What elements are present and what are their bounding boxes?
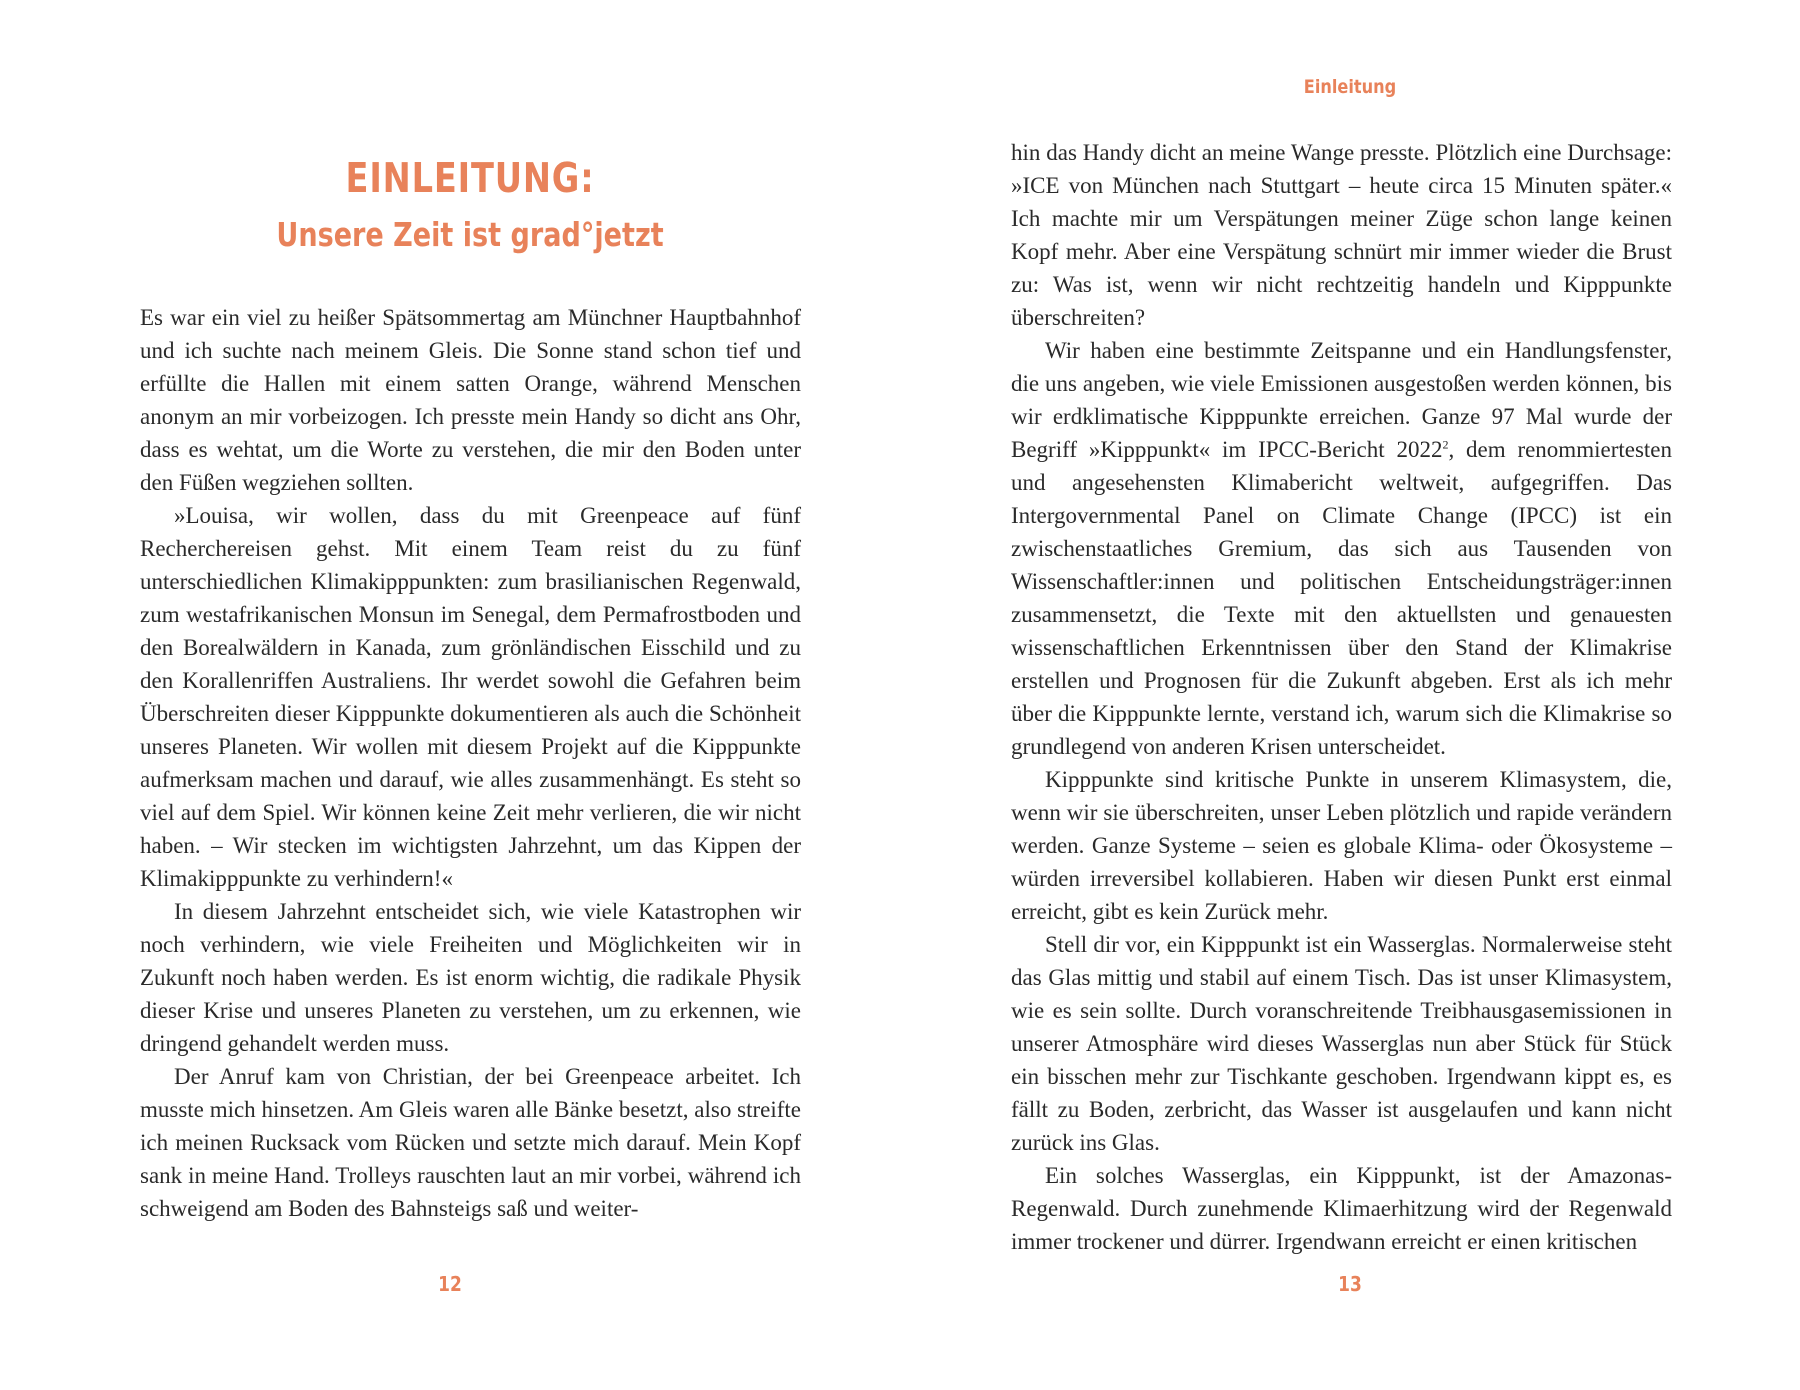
footnote-marker[interactable]: 2: [1442, 437, 1449, 452]
right-page: [900, 0, 1800, 1390]
page-number-right: 13: [1338, 1272, 1362, 1296]
paragraph: Ein solches Wasserglas, ein Kipppunkt, ist der Amazonas-Regenwald. Durch zunehmende Klimaerhitzung wird der Regenwald immer trockener und dürrer. Irgendwann erreicht er einen kritischen: [1011, 1163, 1672, 1254]
paragraph: [1011, 334, 1672, 763]
paragraph: Es war ein viel zu heißer Spätsommertag am Münchner Hauptbahnhof und ich suchte nach meinem Gleis. Die Sonne stand schon tief und erfüllte die Hallen mit einem satten Orange, während Menschen anonym an mir vorbeizogen. Ich presste mein Handy so dicht ans Ohr, dass es wehtat, um die Worte zu verstehen, die mir den Boden unter den Füßen wegziehen sollten.: [140, 305, 801, 495]
left-body-text: [140, 301, 801, 1225]
page-number-left: 12: [438, 1272, 462, 1296]
paragraph: Stell dir vor, ein Kipppunkt ist ein Wasserglas. Normalerweise steht das Glas mittig und stabil auf einem Tisch. Das ist unser Klimasystem, wie es sein sollte. Durch voranschreitende Treibhausgasemissionen in unserer Atmosphäre wird dieses Wasserglas nun aber Stück für Stück ein bisschen mehr zur Tischkante geschoben. Irgendwann kippt es, es fällt zu Boden, zerbricht, das Wasser ist ausgelaufen und kann nicht zurück ins Glas.: [1011, 932, 1672, 1155]
chapter-title: [140, 150, 800, 260]
paragraph: In diesem Jahrzehnt entscheidet sich, wie viele Katastrophen wir noch verhindern, wie viele Freiheiten und Möglichkeiten wir in Zukunft noch haben werden. Es ist enorm wichtig, die radikale Physik dieser Krise und unseres Planeten zu verstehen, um zu erkennen, wie dringend gehandelt werden muss.: [140, 899, 801, 1056]
paragraph: Der Anruf kam von Christian, der bei Greenpeace arbeitet. Ich musste mich hinsetzen. Am Gleis waren alle Bänke besetzt, also streifte ich meinen Rucksack vom Rücken und setzte mich darauf. Mein Kopf sank in meine Hand. Trolleys rauschten laut an mir vorbei, während ich schweigend am Boden des Bahnsteigs saß und weiter-: [140, 1064, 801, 1221]
paragraph: »Louisa, wir wollen, dass du mit Greenpeace auf fünf Recherchereisen gehst. Mit einem Team reist du zu fünf unterschiedlichen Klimakipppunkten: zum brasilianischen Regenwald, zum westafrikanischen Monsun im Senegal, dem Permafrostboden und den Borealwäldern in Kanada, zum grönländischen Eisschild und zu den Korallenriffen Australiens. Ihr werdet sowohl die Gefahren beim Überschreiten dieser Kipppunkte dokumentieren als auch die Schönheit unseres Planeten. Wir wollen mit diesem Projekt auf die Kipppunkte aufmerksam machen und darauf, wie alles zusammenhängt. Es steht so viel auf dem Spiel. Wir können keine Zeit mehr verlieren, die wir nicht haben. – Wir stecken im wichtigsten Jahrzehnt, um das Kippen der Klimakipppunkte zu verhindern!«: [140, 503, 801, 891]
paragraph-continued: hin das Handy dicht an meine Wange presste. Plötzlich eine Durchsage: »ICE von München nach Stuttgart – heute circa 15 Minuten später.« Ich machte mir um Verspätungen meiner Züge schon lange keinen Kopf mehr. Aber eine Verspätung schnürt mir immer wieder die Brust zu: Was ist, wenn wir nicht rechtzeitig handeln und Kipppunkte überschreiten?: [1011, 140, 1672, 330]
running-head: Einleitung: [1303, 76, 1397, 98]
paragraph: Kipppunkte sind kritische Punkte in unserem Klimasystem, die, wenn wir sie überschreiten, unser Leben plötzlich und rapide verändern werden. Ganze Systeme – seien es globale Klima- oder Ökosysteme – würden irreversibel kollabieren. Haben wir diesen Punkt erst einmal erreicht, gibt es kein Zurück mehr.: [1011, 767, 1672, 924]
chapter-subheading: Unsere Zeit ist grad°jetzt: [276, 215, 664, 254]
chapter-heading: EINLEITUNG:: [345, 154, 595, 202]
right-body-text: [1011, 136, 1672, 1258]
paragraph-text: , dem renommiertesten und angesehensten Klimabericht weltweit, aufgegriffen. Das Intergovernmental Panel on Climate Change (IPCC) ist ein zwischenstaatliches Gremium, das sich aus Tausenden von Wissenschaftler:innen und politischen Entscheidungsträger:innen zusammensetzt, die Texte mit den aktuellsten und genauesten wissenschaftlichen Erkenntnissen über den Stand der Klimakrise erstellen und Prognosen für die Zukunft abgeben. Erst als ich mehr über die Kipppunkte lernte, verstand ich, warum sich die Klimakrise so grundlegend von anderen Krisen unterscheidet.: [1011, 437, 1672, 759]
paragraph-text: Wir haben eine bestimmte Zeitspanne und ein Handlungsfenster, die uns angeben, wie viele Emissionen ausgestoßen werden können, bis wir erdklimatische Kipppunkte erreichen. Ganze 97 Mal wurde der Begriff »Kipppunkt« im IPCC-Bericht 2022: [1011, 338, 1672, 462]
